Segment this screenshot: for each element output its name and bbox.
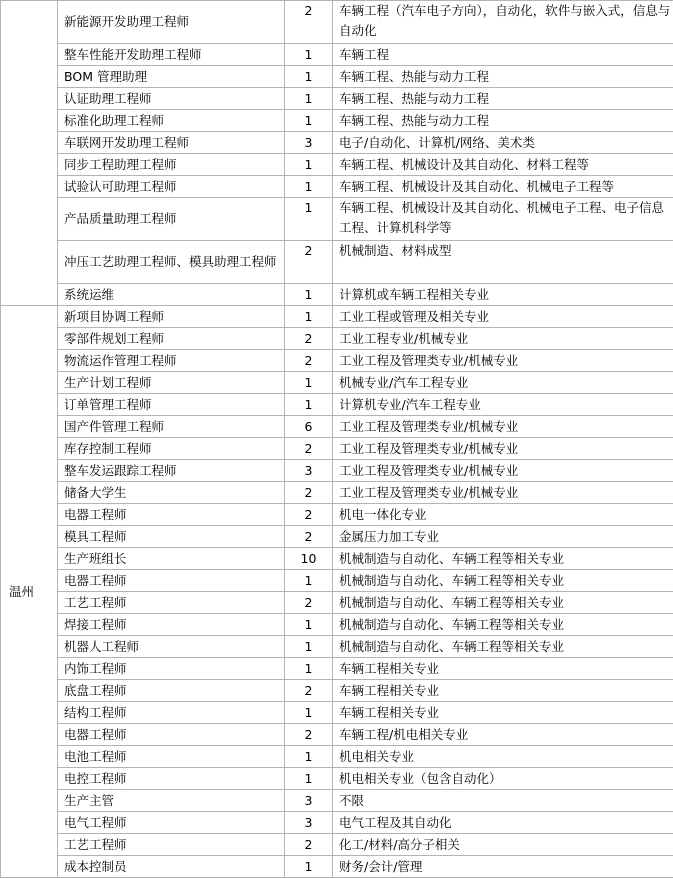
jobs-table-body	[1, 1, 673, 878]
table-row	[1, 1, 673, 44]
major-requirement-cell: 车辆工程、机械设计及其自动化、材料工程等	[333, 154, 673, 176]
headcount-cell: 2	[285, 724, 333, 746]
position-cell: 库存控制工程师	[58, 438, 285, 460]
position-cell: 新项目协调工程师	[58, 306, 285, 328]
major-requirement-cell: 车辆工程相关专业	[333, 702, 673, 724]
major-requirement-cell: 工业工程及管理类专业/机械专业	[333, 460, 673, 482]
table-row	[1, 482, 673, 504]
headcount-cell: 1	[285, 44, 333, 66]
major-requirement-cell: 车辆工程相关专业	[333, 658, 673, 680]
table-row	[1, 416, 673, 438]
major-requirement-cell: 车辆工程、热能与动力工程	[333, 66, 673, 88]
headcount-cell: 1	[285, 636, 333, 658]
position-cell: 车联网开发助理工程师	[58, 132, 285, 154]
major-requirement-cell: 机械制造与自动化、车辆工程等相关专业	[333, 570, 673, 592]
major-requirement-cell: 车辆工程、热能与动力工程	[333, 110, 673, 132]
position-cell: 模具工程师	[58, 526, 285, 548]
table-row	[1, 570, 673, 592]
city-cell	[1, 1, 58, 306]
major-requirement-cell: 机械专业/汽车工程专业	[333, 372, 673, 394]
position-cell: 国产件管理工程师	[58, 416, 285, 438]
table-row	[1, 350, 673, 372]
major-requirement-cell: 机械制造与自动化、车辆工程等相关专业	[333, 614, 673, 636]
headcount-cell: 3	[285, 132, 333, 154]
headcount-cell: 1	[285, 198, 333, 241]
position-cell: 电器工程师	[58, 724, 285, 746]
position-cell: 同步工程助理工程师	[58, 154, 285, 176]
major-requirement-cell: 工业工程及管理类专业/机械专业	[333, 416, 673, 438]
headcount-cell: 1	[285, 746, 333, 768]
table-row	[1, 284, 673, 306]
position-cell: 系统运维	[58, 284, 285, 306]
table-row	[1, 680, 673, 702]
position-cell: 订单管理工程师	[58, 394, 285, 416]
headcount-cell: 1	[285, 394, 333, 416]
headcount-cell: 1	[285, 110, 333, 132]
position-cell: 电器工程师	[58, 570, 285, 592]
major-requirement-cell: 计算机专业/汽车工程专业	[333, 394, 673, 416]
headcount-cell: 2	[285, 526, 333, 548]
table-row	[1, 702, 673, 724]
headcount-cell: 1	[285, 614, 333, 636]
headcount-cell: 1	[285, 570, 333, 592]
major-requirement-cell: 工业工程或管理及相关专业	[333, 306, 673, 328]
major-requirement-cell: 机械制造与自动化、车辆工程等相关专业	[333, 636, 673, 658]
major-requirement-cell: 电气工程及其自动化	[333, 812, 673, 834]
table-row	[1, 154, 673, 176]
headcount-cell: 2	[285, 834, 333, 856]
position-cell: 电池工程师	[58, 746, 285, 768]
headcount-cell: 2	[285, 592, 333, 614]
position-cell: 新能源开发助理工程师	[58, 1, 285, 44]
position-cell: 内饰工程师	[58, 658, 285, 680]
headcount-cell: 3	[285, 460, 333, 482]
table-row	[1, 88, 673, 110]
table-row	[1, 526, 673, 548]
position-cell: 物流运作管理工程师	[58, 350, 285, 372]
headcount-cell: 1	[285, 658, 333, 680]
major-requirement-cell: 工业工程专业/机械专业	[333, 328, 673, 350]
major-requirement-cell: 电子/自动化、计算机/网络、美术类	[333, 132, 673, 154]
table-row	[1, 834, 673, 856]
headcount-cell: 2	[285, 680, 333, 702]
table-row	[1, 438, 673, 460]
table-row	[1, 372, 673, 394]
position-cell: 试验认可助理工程师	[58, 176, 285, 198]
major-requirement-cell: 机械制造与自动化、车辆工程等相关专业	[333, 592, 673, 614]
table-row	[1, 132, 673, 154]
table-row	[1, 306, 673, 328]
position-cell: 电气工程师	[58, 812, 285, 834]
position-cell: 零部件规划工程师	[58, 328, 285, 350]
position-cell: 储备大学生	[58, 482, 285, 504]
position-cell: 产品质量助理工程师	[58, 198, 285, 241]
headcount-cell: 3	[285, 790, 333, 812]
headcount-cell: 3	[285, 812, 333, 834]
headcount-cell: 1	[285, 176, 333, 198]
headcount-cell: 1	[285, 702, 333, 724]
position-cell: 成本控制员	[58, 856, 285, 878]
table-row	[1, 504, 673, 526]
position-cell: 生产班组长	[58, 548, 285, 570]
headcount-cell: 1	[285, 306, 333, 328]
position-cell: 结构工程师	[58, 702, 285, 724]
headcount-cell: 1	[285, 88, 333, 110]
major-requirement-cell: 工业工程及管理类专业/机械专业	[333, 482, 673, 504]
table-row	[1, 614, 673, 636]
table-row	[1, 110, 673, 132]
table-row	[1, 724, 673, 746]
headcount-cell: 2	[285, 482, 333, 504]
major-requirement-cell: 工业工程及管理类专业/机械专业	[333, 438, 673, 460]
major-requirement-cell: 计算机或车辆工程相关专业	[333, 284, 673, 306]
major-requirement-cell: 机械制造、材料成型	[333, 241, 673, 284]
table-row	[1, 198, 673, 241]
major-requirement-cell: 财务/会计/管理	[333, 856, 673, 878]
position-cell: 电控工程师	[58, 768, 285, 790]
table-row	[1, 328, 673, 350]
major-requirement-cell: 化工/材料/高分子相关	[333, 834, 673, 856]
table-row	[1, 592, 673, 614]
position-cell: 工艺工程师	[58, 592, 285, 614]
headcount-cell: 2	[285, 1, 333, 44]
headcount-cell: 2	[285, 350, 333, 372]
position-cell: 焊接工程师	[58, 614, 285, 636]
headcount-cell: 2	[285, 504, 333, 526]
major-requirement-cell: 机电相关专业（包含自动化）	[333, 768, 673, 790]
position-cell: 标准化助理工程师	[58, 110, 285, 132]
table-row	[1, 176, 673, 198]
major-requirement-cell: 车辆工程	[333, 44, 673, 66]
table-row	[1, 812, 673, 834]
position-cell: 电器工程师	[58, 504, 285, 526]
major-requirement-cell: 车辆工程、热能与动力工程	[333, 88, 673, 110]
city-cell: 温州	[1, 306, 58, 878]
table-row	[1, 658, 673, 680]
major-requirement-cell: 金属压力加工专业	[333, 526, 673, 548]
table-row	[1, 44, 673, 66]
table-row	[1, 746, 673, 768]
headcount-cell: 1	[285, 154, 333, 176]
headcount-cell: 1	[285, 66, 333, 88]
table-row	[1, 241, 673, 284]
major-requirement-cell: 机电一体化专业	[333, 504, 673, 526]
headcount-cell: 2	[285, 241, 333, 284]
headcount-cell: 1	[285, 856, 333, 878]
position-cell: BOM 管理助理	[58, 66, 285, 88]
major-requirement-cell: 车辆工程（汽车电子方向），自动化，软件与嵌入式，信息与自动化	[333, 1, 673, 44]
headcount-cell: 1	[285, 372, 333, 394]
position-cell: 整车性能开发助理工程师	[58, 44, 285, 66]
headcount-cell: 2	[285, 438, 333, 460]
major-requirement-cell: 不限	[333, 790, 673, 812]
major-requirement-cell: 工业工程及管理类专业/机械专业	[333, 350, 673, 372]
major-requirement-cell: 机械制造与自动化、车辆工程等相关专业	[333, 548, 673, 570]
headcount-cell: 6	[285, 416, 333, 438]
major-requirement-cell: 机电相关专业	[333, 746, 673, 768]
headcount-cell: 1	[285, 768, 333, 790]
table-row	[1, 66, 673, 88]
major-requirement-cell: 车辆工程、机械设计及其自动化、机械电子工程等	[333, 176, 673, 198]
table-row	[1, 790, 673, 812]
table-row	[1, 768, 673, 790]
position-cell: 生产主管	[58, 790, 285, 812]
major-requirement-cell: 车辆工程/机电相关专业	[333, 724, 673, 746]
headcount-cell: 10	[285, 548, 333, 570]
position-cell: 底盘工程师	[58, 680, 285, 702]
position-cell: 生产计划工程师	[58, 372, 285, 394]
headcount-cell: 2	[285, 328, 333, 350]
major-requirement-cell: 车辆工程、机械设计及其自动化、机械电子工程、电子信息工程、计算机科学等	[333, 198, 673, 241]
table-row	[1, 394, 673, 416]
position-cell: 认证助理工程师	[58, 88, 285, 110]
position-cell: 机器人工程师	[58, 636, 285, 658]
table-row	[1, 636, 673, 658]
table-row	[1, 460, 673, 482]
major-requirement-cell: 车辆工程相关专业	[333, 680, 673, 702]
position-cell: 工艺工程师	[58, 834, 285, 856]
position-cell: 整车发运跟踪工程师	[58, 460, 285, 482]
headcount-cell: 1	[285, 284, 333, 306]
table-row	[1, 548, 673, 570]
position-cell: 冲压工艺助理工程师、模具助理工程师	[58, 241, 285, 284]
